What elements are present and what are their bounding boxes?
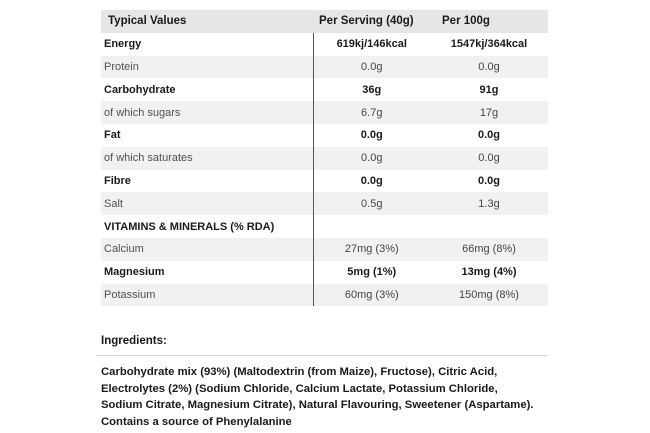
table-row <box>101 192 548 215</box>
header-per-serving: Per Serving (40g) <box>313 10 430 33</box>
per-100g-value: 150mg (8%) <box>430 284 548 307</box>
per-serving-value: 0.0g <box>313 147 430 170</box>
per-serving-value: 27mg (3%) <box>313 238 430 261</box>
table-row <box>101 170 548 193</box>
ingredients-divider <box>96 355 548 356</box>
nutrient-name: Potassium <box>101 284 313 307</box>
per-serving-value: 619kj/146kcal <box>313 33 430 56</box>
table-row <box>101 215 548 238</box>
per-100g-value: 91g <box>430 78 548 101</box>
header-typical-values: Typical Values <box>101 10 313 33</box>
nutrient-name: Salt <box>101 192 313 215</box>
per-100g-value: 66mg (8%) <box>430 238 548 261</box>
nutrient-name: Carbohydrate <box>101 78 313 101</box>
per-100g-value: 1.3g <box>430 192 548 215</box>
per-100g-value: 1547kj/364kcal <box>430 33 548 56</box>
nutrient-name: Fat <box>101 124 313 147</box>
per-100g-value: 0.0g <box>430 147 548 170</box>
per-100g-value: 17g <box>430 101 548 124</box>
table-row <box>101 261 548 284</box>
nutrient-name: Magnesium <box>101 261 313 284</box>
per-serving-value: 6.7g <box>313 101 430 124</box>
nutrition-table <box>101 10 548 306</box>
per-serving-value: 0.0g <box>313 170 430 193</box>
nutrient-name: Calcium <box>101 238 313 261</box>
header-per-100g: Per 100g <box>430 10 548 33</box>
per-serving-value <box>313 215 430 238</box>
per-100g-value <box>430 215 548 238</box>
nutrient-name: Protein <box>101 56 313 79</box>
table-row <box>101 147 548 170</box>
table-row <box>101 238 548 261</box>
table-row <box>101 56 548 79</box>
per-100g-value: 0.0g <box>430 124 548 147</box>
table-row <box>101 284 548 307</box>
ingredients-text: Carbohydrate mix (93%) (Maltodextrin (from Maize), Fructose), Citric Acid, Electrolytes (2%) (Sodium Chloride, Calcium Lactate, Potassium Chloride, Sodium Citrate, Magnesium Citrate), Natural Flavouring, Sweetener (Aspartame). Contains a source of Phenylalanine <box>101 366 534 428</box>
nutrient-name: of which sugars <box>101 101 313 124</box>
table-row <box>101 101 548 124</box>
section-heading-vitamins-minerals: VITAMINS & MINERALS (% RDA) <box>101 215 313 238</box>
per-100g-value: 0.0g <box>430 56 548 79</box>
ingredients-heading: Ingredients: <box>101 335 167 347</box>
nutrient-name: of which saturates <box>101 147 313 170</box>
table-row <box>101 33 548 56</box>
per-serving-value: 0.0g <box>313 56 430 79</box>
per-serving-value: 36g <box>313 78 430 101</box>
per-serving-value: 5mg (1%) <box>313 261 430 284</box>
nutrient-name: Energy <box>101 33 313 56</box>
nutrient-name: Fibre <box>101 170 313 193</box>
table-row <box>101 124 548 147</box>
table-row <box>101 78 548 101</box>
per-serving-value: 0.5g <box>313 192 430 215</box>
per-100g-value: 0.0g <box>430 170 548 193</box>
table-header-row <box>101 10 548 33</box>
per-serving-value: 0.0g <box>313 124 430 147</box>
per-100g-value: 13mg (4%) <box>430 261 548 284</box>
per-serving-value: 60mg (3%) <box>313 284 430 307</box>
